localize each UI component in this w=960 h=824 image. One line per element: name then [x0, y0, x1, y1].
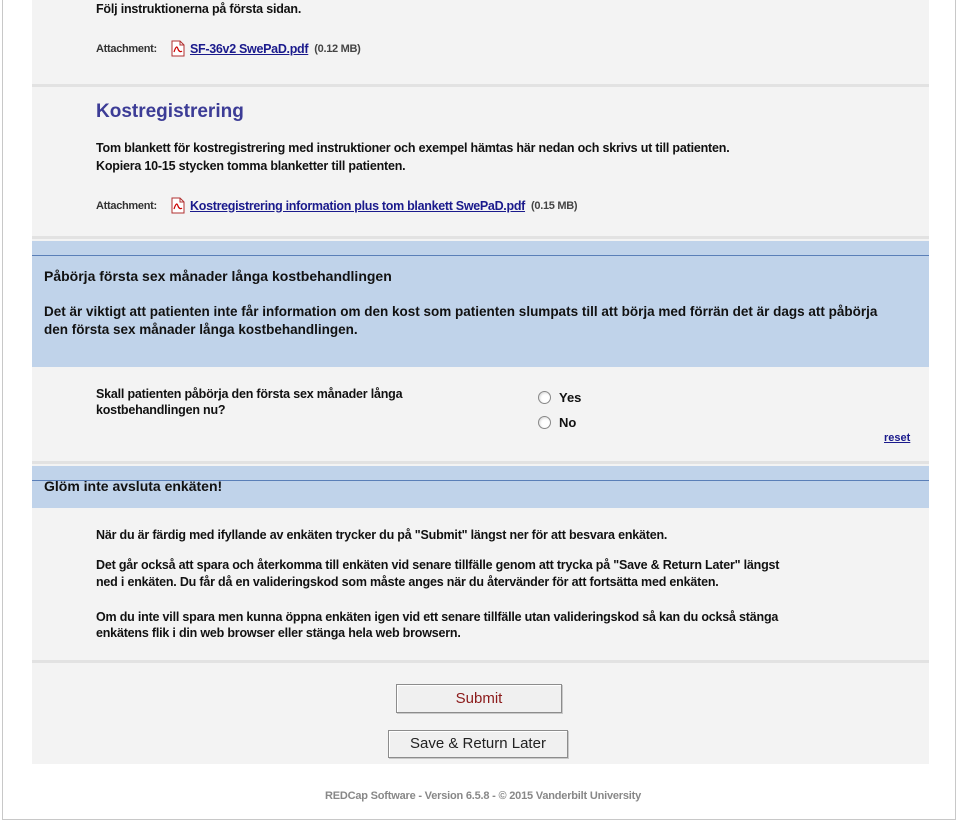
- kost-text-line1: Tom blankett för kostregistrering med instruktioner och exempel hämtas här nedan och skrivs ut till patienten.: [96, 141, 730, 155]
- finish-header-title: Glöm inte avsluta enkäten!: [44, 478, 223, 494]
- footer-text: REDCap Software - Version 6.5.8 - © 2015 Vanderbilt University: [324, 790, 642, 802]
- finish-section-header: [32, 466, 929, 508]
- pdf-icon: [170, 197, 186, 214]
- radio-no-circle[interactable]: [538, 416, 551, 429]
- finish-paragraph-2-line1: Det går också att spara och återkomma till enkäten vid senare tillfälle genom att trycka på "Save & Return Later" längst: [96, 558, 780, 572]
- submit-button[interactable]: Submit: [396, 684, 562, 713]
- radio-yes[interactable]: [538, 390, 581, 405]
- attachment-label: Attachment:: [96, 199, 157, 212]
- header-rule: [32, 255, 929, 256]
- save-return-later-button[interactable]: Save & Return Later: [388, 730, 568, 758]
- section-divider: [32, 461, 929, 464]
- kost-file-size: (0.15 MB): [531, 199, 578, 212]
- survey-container: [32, 0, 929, 764]
- sf36-file-link[interactable]: SF-36v2 SwePaD.pdf: [190, 41, 309, 56]
- kost-title: Kostregistrering: [96, 101, 244, 122]
- finish-paragraph-2-line2: ned i enkäten. Du får då en valideringskod som måste anges när du återvänder för att fortsätta med enkäten.: [96, 575, 719, 589]
- start-section-header: [32, 241, 929, 367]
- pdf-icon: [170, 40, 186, 57]
- start-header-title: Påbörja första sex månader långa kostbehandlingen: [44, 268, 392, 284]
- finish-paragraph-3-line2: enkätens flik i din web browser eller stänga hela web browsern.: [96, 626, 461, 640]
- sf36-attachment: [96, 40, 360, 57]
- question-line1: Skall patienten påbörja den första sex månader långa: [96, 387, 403, 401]
- question-line2: kostbehandlingen nu?: [96, 403, 226, 417]
- sf36-file-size: (0.12 MB): [314, 42, 361, 55]
- reset-link[interactable]: reset: [884, 432, 911, 444]
- kost-attachment: [96, 197, 577, 214]
- page-frame: [2, 0, 956, 820]
- finish-paragraph-1: När du är färdig med ifyllande av enkäten trycker du på "Submit" längst ner för att besvara enkäten.: [96, 528, 668, 542]
- kost-file-link[interactable]: Kostregistrering information plus tom blankett SwePaD.pdf: [190, 198, 526, 213]
- radio-no[interactable]: [538, 415, 576, 430]
- radio-no-label[interactable]: No: [559, 415, 577, 430]
- section-divider: [32, 84, 929, 87]
- attachment-label: Attachment:: [96, 42, 157, 55]
- radio-yes-label[interactable]: Yes: [559, 390, 582, 405]
- sf36-instruction: Följ instruktionerna på första sidan.: [96, 2, 302, 16]
- section-divider: [32, 236, 929, 239]
- section-divider: [32, 660, 929, 663]
- start-header-body: Det är viktigt att patienten inte får information om den kost som patienten slumpats till att börja med förrän det är dags att påbörja den första sex månader långa kostbehandlingen.: [44, 304, 878, 337]
- radio-yes-circle[interactable]: [538, 391, 551, 404]
- kost-text-line2: Kopiera 10-15 stycken tomma blanketter till patienten.: [96, 159, 406, 173]
- finish-paragraph-3-line1: Om du inte vill spara men kunna öppna enkäten igen vid ett senare tillfälle utan valideringskod så kan du också stänga: [96, 610, 779, 624]
